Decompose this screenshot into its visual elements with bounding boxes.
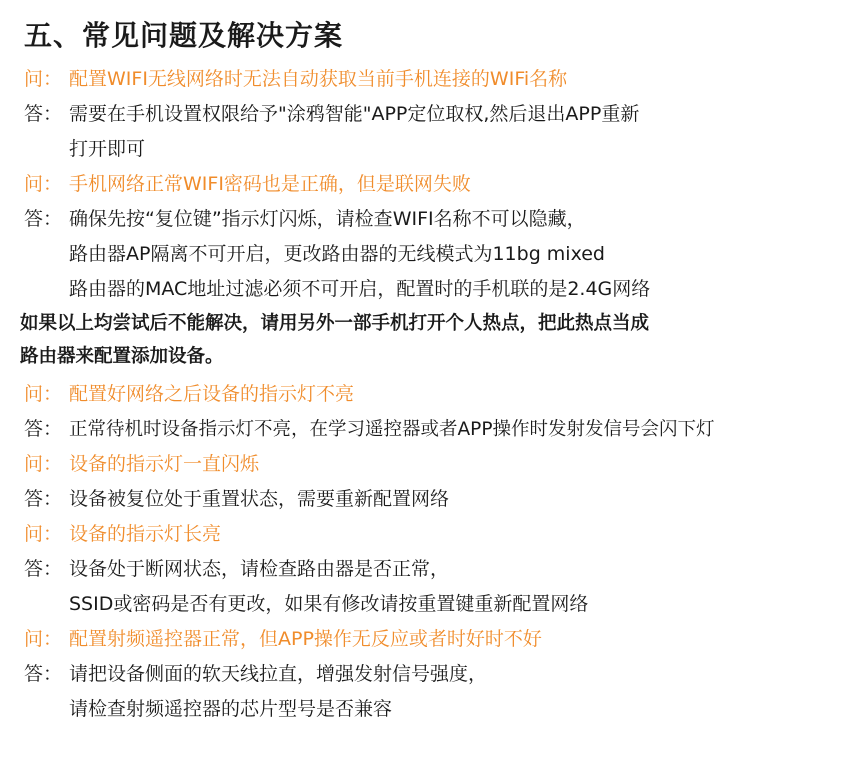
question-text: 配置射频遥控器正常，但APP操作无反应或者时好时不好: [69, 628, 542, 650]
answer-text: 需要在手机设置权限给予"涂鸦智能"APP定位取权,然后退出APP重新: [69, 103, 640, 125]
question-4: [24, 451, 259, 477]
question-text: 配置好网络之后设备的指示灯不亮: [69, 383, 355, 405]
question-6: [24, 626, 542, 652]
answer-prefix: 答：: [24, 208, 63, 230]
answer-4: [24, 486, 449, 512]
question-text: 设备的指示灯长亮: [69, 523, 222, 545]
question-text: 配置WIFI无线网络时无法自动获取当前手机连接的WIFi名称: [69, 68, 568, 90]
answer-2-continuation: 路由器AP隔离不可开启，更改路由器的无线模式为11bg mixed: [69, 243, 605, 265]
answer-text: 设备处于断网状态，请检查路由器是否正常，: [69, 558, 450, 580]
section-title: 五、常见问题及解决方案: [24, 19, 344, 52]
note-line: 路由器来配置添加设备。: [20, 346, 224, 367]
answer-5: [24, 556, 449, 582]
answer-6: [24, 661, 487, 687]
answer-prefix: 答：: [24, 488, 63, 510]
answer-3: [24, 416, 714, 443]
answer-prefix: 答：: [24, 558, 63, 580]
question-prefix: 问：: [24, 628, 63, 650]
answer-1-continuation: 打开即可: [69, 138, 146, 160]
answer-text: 确保先按“复位键”指示灯闪烁，请检查WIFI名称不可以隐藏，: [69, 208, 586, 230]
question-prefix: 问：: [24, 68, 63, 90]
question-2: [24, 171, 471, 197]
question-prefix: 问：: [24, 383, 63, 405]
note-line: 如果以上均尝试后不能解决，请用另外一部手机打开个人热点，把此热点当成: [20, 313, 650, 334]
answer-2: [24, 206, 586, 232]
question-prefix: 问：: [24, 523, 63, 545]
answer-text: 正常待机时设备指示灯不亮，在学习遥控器或者APP操作时发射发信号会闪下灯: [69, 419, 715, 440]
question-prefix: 问：: [24, 173, 63, 195]
answer-prefix: 答：: [24, 103, 63, 125]
answer-5-continuation: SSID或密码是否有更改，如果有修改请按重置键重新配置网络: [69, 593, 589, 615]
answer-1: [24, 101, 639, 127]
answer-text: 设备被复位处于重置状态，需要重新配置网络: [69, 488, 450, 510]
answer-2-continuation: 路由器的MAC地址过滤必须不可开启，配置时的手机联的是2.4G网络: [69, 278, 651, 300]
answer-prefix: 答：: [24, 418, 63, 440]
question-3: [24, 381, 354, 407]
answer-6-continuation: 请检查射频遥控器的芯片型号是否兼容: [69, 698, 393, 720]
question-5: [24, 521, 221, 547]
answer-prefix: 答：: [24, 663, 63, 685]
question-1: [24, 66, 567, 92]
question-text: 手机网络正常WIFI密码也是正确，但是联网失败: [69, 173, 471, 195]
answer-text: 请把设备侧面的软天线拉直，增强发射信号强度，: [69, 663, 488, 685]
question-text: 设备的指示灯一直闪烁: [69, 453, 260, 475]
question-prefix: 问：: [24, 453, 63, 475]
